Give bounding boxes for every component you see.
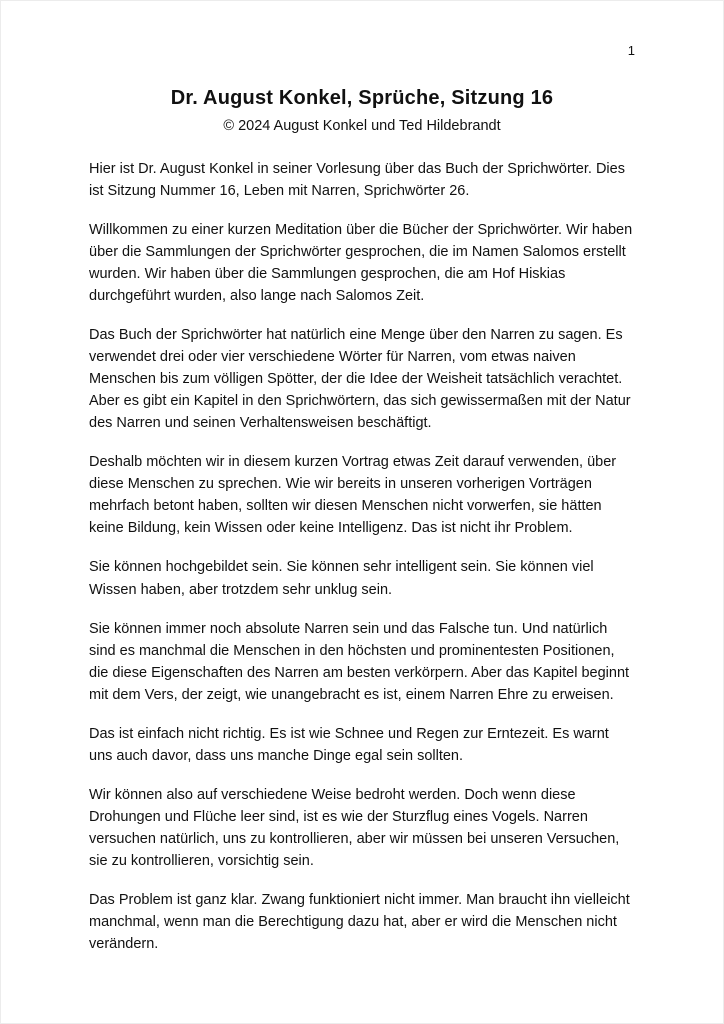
document-title: Dr. August Konkel, Sprüche, Sitzung 16	[170, 87, 554, 109]
paragraph-2: Willkommen zu einer kurzen Meditation über die Bücher der Sprichwörter. Wir haben über die Sammlungen der Sprichwörter gesprochen, die im Namen Salomos erstellt wurden. Wir haben über die Sammlungen gesprochen, die am Hof Hiskias durchgeführt wurden, also lange nach Salomos Zeit.	[89, 222, 633, 305]
document-body	[89, 158, 635, 955]
paragraph-5: Sie können hochgebildet sein. Sie können sehr intelligent sein. Sie können viel Wissen haben, aber trotzdem sehr unklug sein.	[89, 559, 594, 598]
paragraph-4: Deshalb möchten wir in diesem kurzen Vortrag etwas Zeit darauf verwenden, über diese Menschen zu sprechen. Wie wir bereits in unseren vorherigen Vorträgen mehrfach betont haben, sollten wir diesen Menschen nicht vorwerfen, sie hätten keine Bildung, kein Wissen oder keine Intelligenz. Das ist nicht ihr Problem.	[89, 454, 617, 537]
paragraph-8: Wir können also auf verschiedene Weise bedroht werden. Doch wenn diese Drohungen und Flüche leer sind, ist es wie der Sturzflug eines Vogels. Narren versuchen natürlich, uns zu kontrollieren, aber wir müssen bei unseren Versuchen, sie zu kontrollieren, vorsichtig sein.	[89, 786, 620, 869]
paragraph-1: Hier ist Dr. August Konkel in seiner Vorlesung über das Buch der Sprichwörter. Dies ist Sitzung Nummer 16, Leben mit Narren, Sprichwörter 26.	[89, 161, 625, 200]
copyright-line: © 2024 August Konkel und Ted Hildebrandt	[223, 118, 501, 134]
paragraph-6: Sie können immer noch absolute Narren sein und das Falsche tun. Und natürlich sind es manchmal die Menschen in den höchsten und prominentesten Positionen, die diese Eigenschaften des Narren am besten verkörpern. Aber das Kapitel beginnt mit dem Vers, der zeigt, wie unangebracht es ist, einem Narren Ehre zu erweisen.	[89, 620, 630, 703]
paragraph-7: Das ist einfach nicht richtig. Es ist wie Schnee und Regen zur Erntezeit. Es warnt uns auch davor, dass uns manche Dinge egal sein sollten.	[89, 725, 609, 764]
page-number: 1	[627, 43, 635, 58]
paragraph-9: Das Problem ist ganz klar. Zwang funktioniert nicht immer. Man braucht ihn vielleicht manchmal, wenn man die Berechtigung dazu hat, aber er wird die Menschen nicht verändern.	[89, 891, 630, 952]
paragraph-3: Das Buch der Sprichwörter hat natürlich eine Menge über den Narren zu sagen. Es verwendet drei oder vier verschiedene Wörter für Narren, vom etwas naiven Menschen bis zum völligen Spötter, der die Idee der Weisheit tatsächlich verachtet. Aber es gibt ein Kapitel in den Sprichwörtern, das sich gewissermaßen mit der Natur des Narren und seinen Verhaltensweisen beschäftigt.	[89, 327, 631, 432]
